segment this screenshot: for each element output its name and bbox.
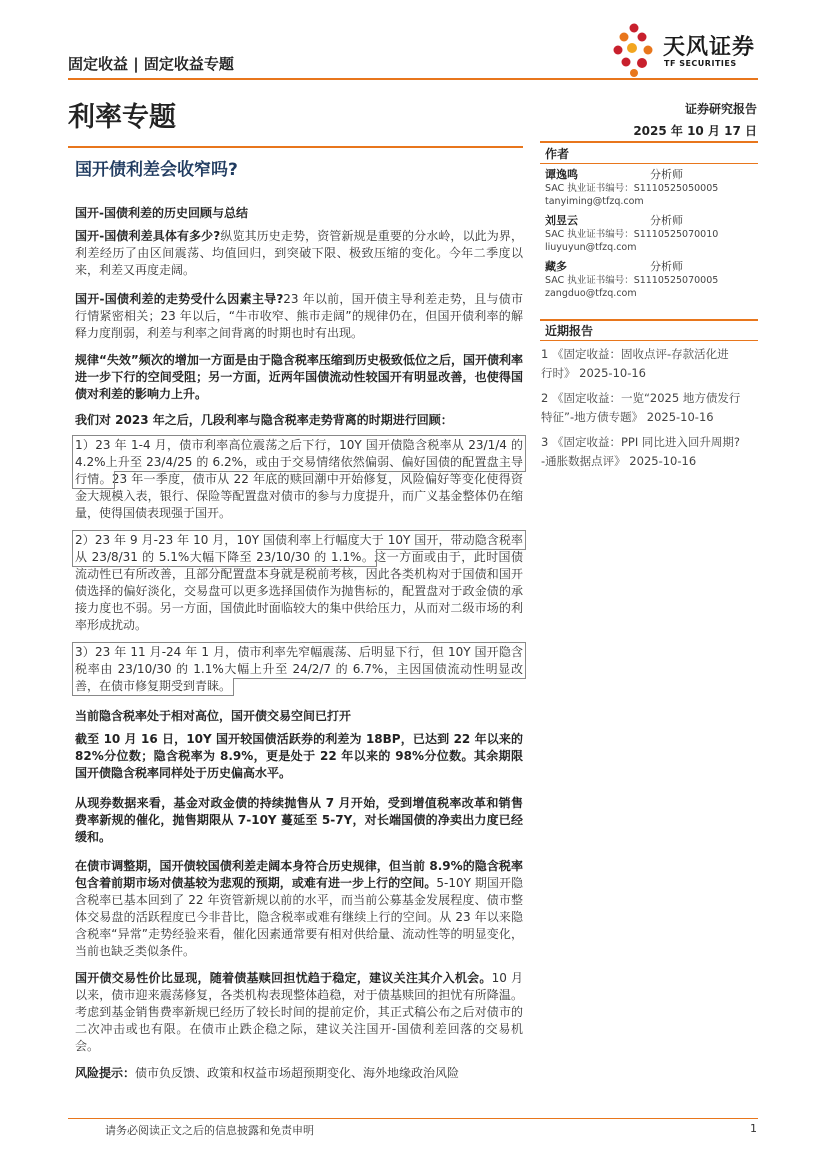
title-divider [68,146,523,148]
footer-divider [68,1118,758,1119]
paragraph: 国开债交易性价比显现，随着债基赎回担忧趋于稳定，建议关注其介入机会。10 月以来，债市迎来震荡修复，各类机构表现整体趋稳，对于债基赎回的担忧有所降温。考虑到基金销售费率新规已经历了较长时间的提前定价，其正式稿公布之后对债市的二次冲击或也有限。在债市止跌企稳之际，建议关注国开-国债利差回落的交易机会。 [75,971,523,1053]
footer-disclaimer: 请务必阅读正文之后的信息披露和免责申明 [105,1124,314,1137]
author-email[interactable]: zangduo@tfzq.com [545,288,637,299]
author-name: 刘昱云 [545,214,578,227]
author-email[interactable]: liuyuyun@tfzq.com [545,242,637,253]
report-date: 2025 年 10 月 17 日 [633,124,757,138]
paragraph: 我们对 2023 年之后，几段利率与隐含税率走势背离的时期进行回顾： [75,413,453,427]
paragraph: 截至 10 月 16 日，10Y 国开较国债活跃券的利差为 18BP，已达到 22 年以来的 82%分位数；隐含税率为 8.9%，更是处于 22 年以来的 98%分位数。其余期限国开债隐含税率同样处于历史偏高水平。 [75,732,523,780]
author-block [545,213,760,254]
breadcrumb: 固定收益 | 固定收益专题 [68,55,234,73]
logo-text: 天风证券 [663,35,756,60]
paragraph: 国开-国债利差的走势受什么因素主导?23 年以前，国开债主导利差走势，且与债市行情紧密相关；23 年以后，“牛市收窄、熊市走阔”的规律仍在，但国开债利率的解释力度削弱，利差与利率之间背离的时期也时有出现。 [75,292,523,340]
author-name: 藏多 [545,260,567,273]
paragraph: 2）23 年 9 月-23 年 10 月，10Y 国债利率上行幅度大于 10Y 国开，带动隐含税率从 23/8/31 的 5.1%大幅下降至 23/10/30 的 1.1%。这一方面或由于，此时国债流动性已有所改善，且部分配置盘本身就是税前考核，因此各类机构对于国债和国开债选择的偏好淡化，交易盘可以更多选择国债作为抛售标的，配置盘对于政金债的承接力度也不弱。另一方面，国债此时面临较大的集中供给压力，从而对二级市场的利率形成扰动。 [75,533,523,632]
paragraph [75,644,523,695]
report-type: 证券研究报告 [684,102,757,116]
authors-heading: 作者 [545,147,570,161]
recent-report-link[interactable]: 2 《固定收益：一览“2025 地方债发行 特征”-地方债专题》 2025-10-16 [541,391,741,424]
author-email[interactable]: tanyiming@tfzq.com [545,196,644,207]
recent-report-link[interactable]: 3 《固定收益：PPI 同比进入回升周期? -通胀数据点评》 2025-10-16 [541,435,740,468]
author-cert: SAC 执业证书编号：S1110525070005 [545,275,719,286]
paragraph: 1）23 年 1-4 月，债市利率高位震荡之后下行，10Y 国开债隐含税率从 23/1/4 的 4.2%上升至 23/4/25 的 6.2%，或由于交易情绪依然偏弱、偏好国债的配置盘主导行情。23 年一季度，债市从 22 年底的赎回潮中开始修复，风险偏好等变化使得资金大规模入表，银行、保险等配置盘对债市的参与力度提升，而广义基金整体仍在缩量，使得国债表现强于国开。 [75,438,523,520]
author-cert: SAC 执业证书编号：S1110525050005 [545,183,719,194]
highlight-box: 2）23 年 9 月-23 年 10 月，10Y 国债利率上行幅度大于 10Y 国开，带动隐含税率从 23/8/31 的 5.1%大幅下降至 23/10/30 的 1.1%。 [75,533,523,564]
page-title: 利率专题 [68,102,176,133]
paragraph: 从现券数据来看，基金对政金债的持续抛售从 7 月开始，受到增值税率改革和销售费率新规的催化，抛售期限从 7-10Y 蔓延至 5-7Y，对长端国债的净卖出力度已经缓和。 [75,796,523,844]
highlight-box: 3）23 年 11 月-24 年 1 月，债市利率先窄幅震荡、后明显下行，但 10Y 国开隐含税率由 23/10/30 的 1.1%大幅上升至 24/2/7 的 6.7%，主因国债流动性明显改善，在债市修复期受到青睐。 [75,645,523,693]
author-block [545,259,760,300]
recent-report-link[interactable]: 1 《固定收益：固收点评-存款活化进 行时》 2025-10-16 [541,347,729,380]
report-subtitle: 国开债利差会收窄吗? [75,160,238,180]
paragraph: 规律“失效”频次的增加一方面是由于隐含税率压缩到历史极致低位之后，国开债利率进一步下行的空间受阻；另一方面，近两年国债流动性较国开有明显改善，也使得国债对利差的影响力上升。 [75,353,523,401]
paragraph: 国开-国债利差具体有多少?纵览其历史走势，资管新规是重要的分水岭，以此为界，利差经历了由区间震荡、均值回归，到突破下限、极致压缩的变化。今年二季度以来，利差又再度走阔。 [75,229,523,277]
author-role: 分析师 [650,214,683,227]
recent-heading: 近期报告 [545,324,594,338]
sidebar-divider [540,163,758,164]
section-heading: 当前隐含税率处于相对高位，国开债交易空间已打开 [75,709,352,723]
author-role: 分析师 [650,168,683,181]
author-name: 谭逸鸣 [545,168,578,181]
sidebar-divider [540,319,758,321]
sidebar-divider [540,340,758,341]
author-cert: SAC 执业证书编号：S1110525070010 [545,229,719,240]
logo-text-en: TF SECURITIES [664,59,737,68]
paragraph: 在债市调整期，国开债较国债利差走阔本身符合历史规律，但当前 8.9%的隐含税率包含着前期市场对债基较为悲观的预期，或难有进一步上行的空间。5-10Y 期国开隐含税率已基本回到了 22 年资管新规以前的水平，而当前公募基金发展程度、债市整体交易盘的活跃程度已今非昔比，隐含税率或难有继续上行的空间。从 23 年以来隐含税率“异常”走势经验来看，催化因素通常要有相对供给量、流动性等的明显变化，当前也缺乏类似条件。 [75,859,523,958]
page-number: 1 [750,1122,757,1135]
header-divider [68,78,758,80]
highlight-box: 1）23 年 1-4 月，债市利率高位震荡之后下行，10Y 国开债隐含税率从 23/1/4 的 4.2%上升至 23/4/25 的 6.2%，或由于交易情绪依然偏弱、偏好国债的配置盘主导行情。 [75,438,523,486]
sidebar-divider [540,141,758,143]
section-heading: 国开-国债利差的历史回顾与总结 [75,206,248,220]
author-block [545,167,760,208]
author-role: 分析师 [650,260,683,273]
risk-note: 风险提示：债市负反馈、政策和权益市场超预期变化、海外地缘政治风险 [75,1066,460,1080]
